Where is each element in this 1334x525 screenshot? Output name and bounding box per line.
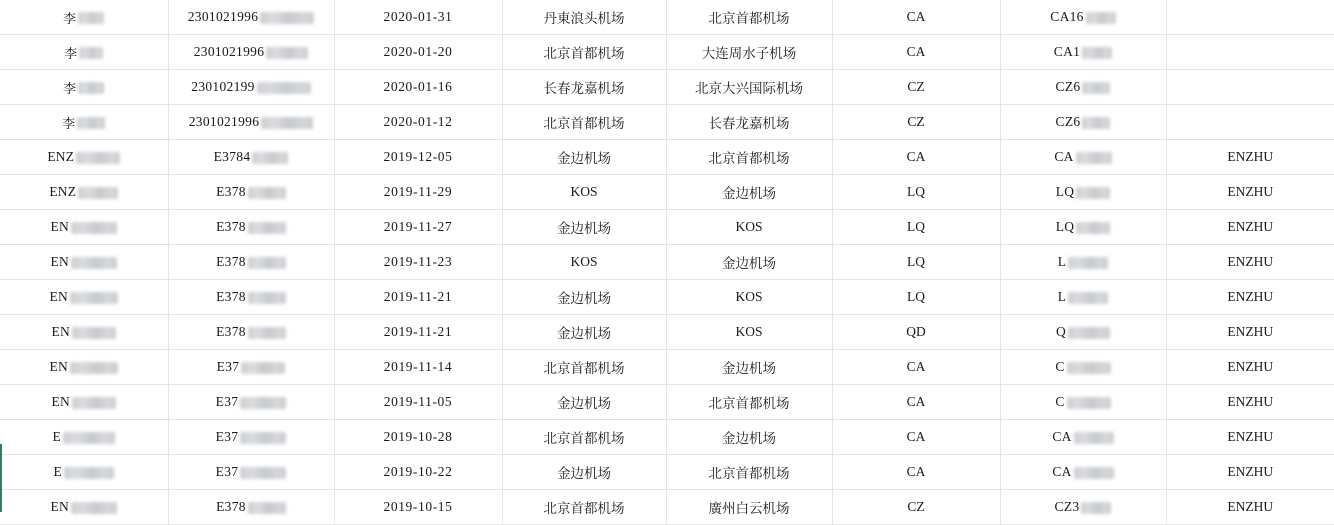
passenger-name-text: 李	[63, 11, 77, 27]
redaction-block	[248, 292, 286, 304]
redaction-block	[1076, 152, 1112, 164]
id-number-text: E37	[215, 464, 239, 479]
redaction-block	[1074, 432, 1114, 444]
cell-airline-code: LQ	[832, 210, 1000, 245]
passenger-name-text: E	[52, 429, 61, 444]
cell-id-number	[168, 0, 334, 35]
cell-departure-airport: 金边机场	[502, 140, 666, 175]
cell-departure-airport: 丹東浪头机场	[502, 0, 666, 35]
redaction-block	[64, 467, 114, 479]
redaction-block	[1068, 292, 1108, 304]
passenger-name-text: 李	[64, 46, 78, 62]
redaction-block	[1068, 257, 1108, 269]
redaction-block	[77, 117, 105, 129]
cell-passenger-name	[0, 140, 168, 175]
cell-flight-number	[1000, 280, 1166, 315]
id-number-text: 2301021996	[187, 9, 259, 24]
cell-agent-code: ENZHU	[1166, 210, 1334, 245]
redaction-block	[260, 12, 314, 24]
cell-flight-number	[1000, 245, 1166, 280]
flight-number-text: LQ	[1055, 219, 1075, 234]
redaction-block	[71, 257, 117, 269]
flight-number-text: CA16	[1050, 9, 1084, 24]
table-row[interactable]	[0, 210, 1334, 245]
flight-number-text: C	[1055, 394, 1065, 409]
id-number-text: E37	[215, 394, 239, 409]
id-number-text: E378	[216, 289, 246, 304]
cell-arrival-airport: 北京大兴国际机场	[666, 70, 832, 105]
id-number-text: E378	[216, 324, 246, 339]
cell-arrival-airport: KOS	[666, 280, 832, 315]
cell-flight-number	[1000, 210, 1166, 245]
cell-flight-number	[1000, 35, 1166, 70]
cell-airline-code: LQ	[832, 280, 1000, 315]
cell-flight-number	[1000, 490, 1166, 525]
cell-passenger-name	[0, 315, 168, 350]
cell-passenger-name	[0, 175, 168, 210]
cell-id-number	[168, 245, 334, 280]
redaction-block	[79, 47, 103, 59]
cell-flight-date: 2019-11-29	[334, 175, 502, 210]
cell-id-number	[168, 385, 334, 420]
cell-id-number	[168, 70, 334, 105]
cell-passenger-name	[0, 385, 168, 420]
redaction-block	[252, 152, 288, 164]
redaction-block	[70, 292, 118, 304]
cell-flight-date: 2019-11-21	[334, 280, 502, 315]
cell-passenger-name	[0, 490, 168, 525]
cell-arrival-airport: 北京首都机场	[666, 455, 832, 490]
flight-number-text: L	[1057, 254, 1067, 269]
cell-arrival-airport: 长春龙嘉机场	[666, 105, 832, 140]
redaction-block	[76, 152, 120, 164]
redaction-block	[1074, 467, 1114, 479]
cell-airline-code: CZ	[832, 105, 1000, 140]
cell-flight-date: 2020-01-16	[334, 70, 502, 105]
flight-number-text: C	[1055, 359, 1065, 374]
passenger-name-text: 李	[62, 116, 76, 132]
cell-agent-code	[1166, 35, 1334, 70]
cell-flight-number	[1000, 0, 1166, 35]
flight-number-text: CA1	[1053, 44, 1081, 59]
table-row[interactable]	[0, 350, 1334, 385]
cell-id-number	[168, 455, 334, 490]
flight-number-text: CZ3	[1054, 499, 1080, 514]
cell-airline-code: LQ	[832, 245, 1000, 280]
id-number-text: E378	[216, 499, 246, 514]
cell-passenger-name	[0, 210, 168, 245]
table-row[interactable]	[0, 105, 1334, 140]
cell-flight-number	[1000, 420, 1166, 455]
redaction-block	[1068, 327, 1110, 339]
cell-id-number	[168, 210, 334, 245]
redaction-block	[71, 502, 117, 514]
cell-passenger-name	[0, 105, 168, 140]
cell-departure-airport: 长春龙嘉机场	[502, 70, 666, 105]
table-row[interactable]	[0, 70, 1334, 105]
cell-id-number	[168, 280, 334, 315]
cell-flight-date: 2019-11-27	[334, 210, 502, 245]
cell-arrival-airport: 北京首都机场	[666, 385, 832, 420]
cell-flight-date: 2019-11-21	[334, 315, 502, 350]
cell-arrival-airport: KOS	[666, 315, 832, 350]
redaction-block	[1082, 117, 1110, 129]
cell-passenger-name	[0, 70, 168, 105]
cell-flight-number	[1000, 105, 1166, 140]
cell-flight-number	[1000, 315, 1166, 350]
table-row[interactable]	[0, 280, 1334, 315]
cell-id-number	[168, 490, 334, 525]
id-number-text: E37	[216, 359, 240, 374]
flight-number-text: CZ6	[1055, 114, 1081, 129]
cell-airline-code: CA	[832, 350, 1000, 385]
passenger-name-text: ENZ	[47, 149, 75, 164]
cell-departure-airport: KOS	[502, 245, 666, 280]
redaction-block	[72, 397, 116, 409]
cell-airline-code: QD	[832, 315, 1000, 350]
id-number-text: E378	[216, 219, 246, 234]
redaction-block	[241, 362, 285, 374]
cell-flight-number	[1000, 70, 1166, 105]
cell-departure-airport: 北京首都机场	[502, 420, 666, 455]
cell-departure-airport: 北京首都机场	[502, 105, 666, 140]
redaction-block	[266, 47, 308, 59]
cell-id-number	[168, 350, 334, 385]
table-row[interactable]	[0, 0, 1334, 35]
passenger-name-text: E	[53, 464, 62, 479]
cell-flight-date: 2019-10-22	[334, 455, 502, 490]
id-number-text: E378	[216, 184, 246, 199]
cell-airline-code: CA	[832, 35, 1000, 70]
cell-id-number	[168, 175, 334, 210]
passenger-name-text: 李	[63, 81, 77, 97]
table-row[interactable]	[0, 175, 1334, 210]
cell-agent-code	[1166, 0, 1334, 35]
table-row[interactable]	[0, 490, 1334, 525]
id-number-text: E3784	[213, 149, 251, 164]
flight-number-text: CA	[1052, 429, 1072, 444]
cell-arrival-airport: 北京首都机场	[666, 140, 832, 175]
cell-arrival-airport: 大连周水子机场	[666, 35, 832, 70]
redaction-block	[1076, 187, 1110, 199]
cell-airline-code: CA	[832, 455, 1000, 490]
cell-passenger-name	[0, 35, 168, 70]
redaction-block	[78, 82, 104, 94]
redaction-block	[248, 187, 286, 199]
cell-id-number	[168, 315, 334, 350]
cell-passenger-name	[0, 420, 168, 455]
cell-airline-code: CZ	[832, 70, 1000, 105]
cell-flight-number	[1000, 385, 1166, 420]
cell-departure-airport: KOS	[502, 175, 666, 210]
cell-agent-code: ENZHU	[1166, 420, 1334, 455]
redaction-block	[63, 432, 115, 444]
cell-flight-date: 2020-01-20	[334, 35, 502, 70]
redaction-block	[261, 117, 313, 129]
cell-arrival-airport: 金边机场	[666, 175, 832, 210]
cell-departure-airport: 北京首都机场	[502, 35, 666, 70]
redaction-block	[1076, 222, 1110, 234]
flight-number-text: CA	[1052, 464, 1072, 479]
passenger-name-text: EN	[49, 289, 68, 304]
cell-passenger-name	[0, 280, 168, 315]
redaction-block	[240, 432, 286, 444]
table-row[interactable]	[0, 245, 1334, 280]
cell-airline-code: LQ	[832, 175, 1000, 210]
redaction-block	[71, 222, 117, 234]
redaction-block	[248, 222, 286, 234]
cell-flight-number	[1000, 140, 1166, 175]
cell-flight-number	[1000, 455, 1166, 490]
cell-flight-date: 2019-12-05	[334, 140, 502, 175]
cell-departure-airport: 北京首都机场	[502, 490, 666, 525]
cell-flight-date: 2019-10-28	[334, 420, 502, 455]
cell-departure-airport: 金边机场	[502, 385, 666, 420]
id-number-text: E378	[216, 254, 246, 269]
redaction-block	[1082, 82, 1110, 94]
cell-departure-airport: 金边机场	[502, 210, 666, 245]
cell-agent-code	[1166, 70, 1334, 105]
passenger-name-text: EN	[49, 359, 68, 374]
id-number-text: 2301021996	[188, 114, 260, 129]
redaction-block	[240, 467, 286, 479]
cell-arrival-airport: 金边机场	[666, 350, 832, 385]
redaction-block	[240, 397, 286, 409]
cell-flight-number	[1000, 350, 1166, 385]
cell-flight-number	[1000, 175, 1166, 210]
id-number-text: E37	[215, 429, 239, 444]
cell-departure-airport: 北京首都机场	[502, 350, 666, 385]
cell-arrival-airport: 金边机场	[666, 420, 832, 455]
cell-agent-code: ENZHU	[1166, 455, 1334, 490]
cell-agent-code: ENZHU	[1166, 385, 1334, 420]
redaction-block	[78, 12, 104, 24]
cell-id-number	[168, 35, 334, 70]
redaction-block	[248, 327, 286, 339]
cell-flight-date: 2020-01-31	[334, 0, 502, 35]
cell-flight-date: 2019-11-14	[334, 350, 502, 385]
cell-arrival-airport: 金边机场	[666, 245, 832, 280]
table-row[interactable]	[0, 315, 1334, 350]
cell-agent-code: ENZHU	[1166, 140, 1334, 175]
cell-id-number	[168, 105, 334, 140]
cell-airline-code: CA	[832, 385, 1000, 420]
table-row[interactable]	[0, 385, 1334, 420]
redaction-block	[248, 257, 286, 269]
flight-number-text: CZ6	[1055, 79, 1081, 94]
row-selection-indicator	[0, 444, 2, 512]
flight-number-text: Q	[1055, 324, 1067, 339]
cell-flight-date: 2019-11-23	[334, 245, 502, 280]
cell-passenger-name	[0, 0, 168, 35]
redaction-block	[1067, 397, 1111, 409]
cell-id-number	[168, 420, 334, 455]
cell-passenger-name	[0, 455, 168, 490]
cell-agent-code: ENZHU	[1166, 175, 1334, 210]
id-number-text: 2301021996	[193, 44, 265, 59]
passenger-name-text: ENZ	[49, 184, 77, 199]
redaction-block	[78, 187, 118, 199]
cell-agent-code: ENZHU	[1166, 245, 1334, 280]
redaction-block	[1081, 502, 1111, 514]
cell-airline-code: CA	[832, 0, 1000, 35]
cell-passenger-name	[0, 350, 168, 385]
redaction-block	[1067, 362, 1111, 374]
cell-flight-date: 2020-01-12	[334, 105, 502, 140]
redaction-block	[72, 327, 116, 339]
cell-agent-code: ENZHU	[1166, 490, 1334, 525]
cell-agent-code	[1166, 105, 1334, 140]
cell-passenger-name	[0, 245, 168, 280]
redaction-block	[248, 502, 286, 514]
cell-agent-code: ENZHU	[1166, 350, 1334, 385]
flight-number-text: L	[1057, 289, 1067, 304]
cell-flight-date: 2019-11-05	[334, 385, 502, 420]
id-number-text: 230102199	[191, 79, 255, 94]
cell-arrival-airport: 北京首都机场	[666, 0, 832, 35]
flight-number-text: CA	[1054, 149, 1074, 164]
cell-departure-airport: 金边机场	[502, 455, 666, 490]
redaction-block	[257, 82, 311, 94]
cell-flight-date: 2019-10-15	[334, 490, 502, 525]
cell-airline-code: CZ	[832, 490, 1000, 525]
passenger-name-text: EN	[50, 254, 69, 269]
table-row[interactable]	[0, 140, 1334, 175]
passenger-name-text: EN	[51, 324, 70, 339]
cell-departure-airport: 金边机场	[502, 280, 666, 315]
passenger-name-text: EN	[50, 499, 69, 514]
passenger-name-text: EN	[51, 394, 70, 409]
table-row[interactable]	[0, 420, 1334, 455]
passenger-name-text: EN	[50, 219, 69, 234]
cell-departure-airport: 金边机场	[502, 315, 666, 350]
cell-arrival-airport: KOS	[666, 210, 832, 245]
cell-agent-code: ENZHU	[1166, 315, 1334, 350]
cell-agent-code: ENZHU	[1166, 280, 1334, 315]
cell-id-number	[168, 140, 334, 175]
redaction-block	[70, 362, 118, 374]
cell-arrival-airport: 廣州白云机场	[666, 490, 832, 525]
cell-airline-code: CA	[832, 420, 1000, 455]
table-row[interactable]	[0, 455, 1334, 490]
flight-number-text: LQ	[1055, 184, 1075, 199]
redaction-block	[1082, 47, 1112, 59]
cell-airline-code: CA	[832, 140, 1000, 175]
table-row[interactable]	[0, 35, 1334, 70]
redaction-block	[1086, 12, 1116, 24]
